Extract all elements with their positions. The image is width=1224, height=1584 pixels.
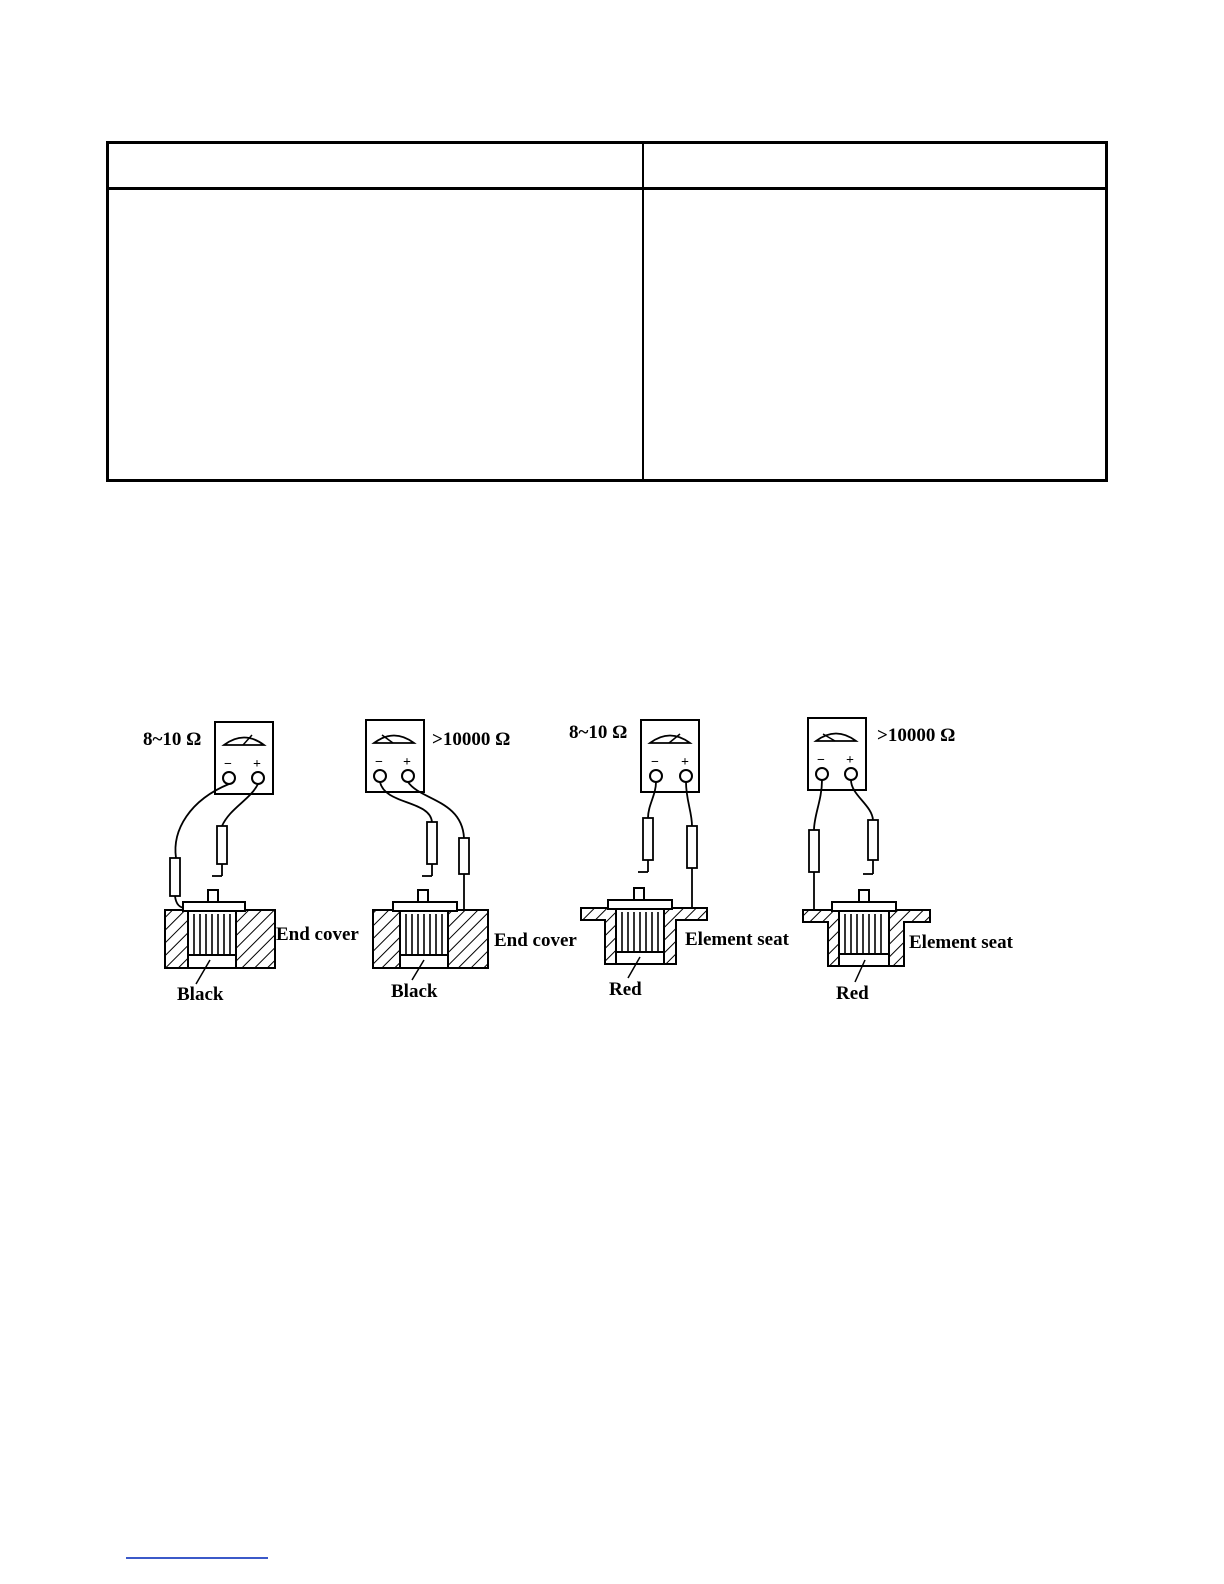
multimeter-4 — [808, 718, 866, 790]
svg-text:+: + — [681, 755, 689, 770]
svg-text:−: − — [375, 755, 383, 770]
panel-1-lead-label: Black — [177, 984, 224, 1005]
svg-text:+: + — [846, 753, 854, 768]
panel-2-part-label: End cover — [494, 930, 577, 951]
footer-link-underline — [126, 1557, 268, 1559]
panel-3-lead-label: Red — [609, 979, 642, 1000]
multimeter-3 — [641, 720, 699, 792]
panel-1-part-label: End cover — [276, 924, 359, 945]
panel-2-lead-label: Black — [391, 981, 438, 1002]
svg-text:−: − — [817, 753, 825, 768]
panel-1-reading: 8~10 Ω — [143, 729, 202, 750]
test-panel-1 — [143, 722, 359, 1005]
panel-4-lead-label: Red — [836, 983, 869, 1004]
panel-2-reading: >10000 Ω — [432, 729, 511, 750]
panel-3-reading: 8~10 Ω — [569, 722, 628, 743]
svg-text:+: + — [403, 755, 411, 770]
multimeter-2 — [366, 720, 424, 792]
test-panel-3 — [569, 720, 790, 1000]
svg-text:+: + — [253, 757, 261, 772]
svg-text:−: − — [224, 757, 232, 772]
panel-4-part-label: Element seat — [909, 932, 1013, 953]
multimeter-1 — [215, 722, 273, 794]
panel-3-part-label: Element seat — [685, 929, 789, 950]
panel-4-reading: >10000 Ω — [877, 725, 956, 746]
test-panel-2 — [366, 720, 577, 1002]
svg-text:−: − — [651, 755, 659, 770]
test-panel-4 — [803, 718, 1014, 1004]
